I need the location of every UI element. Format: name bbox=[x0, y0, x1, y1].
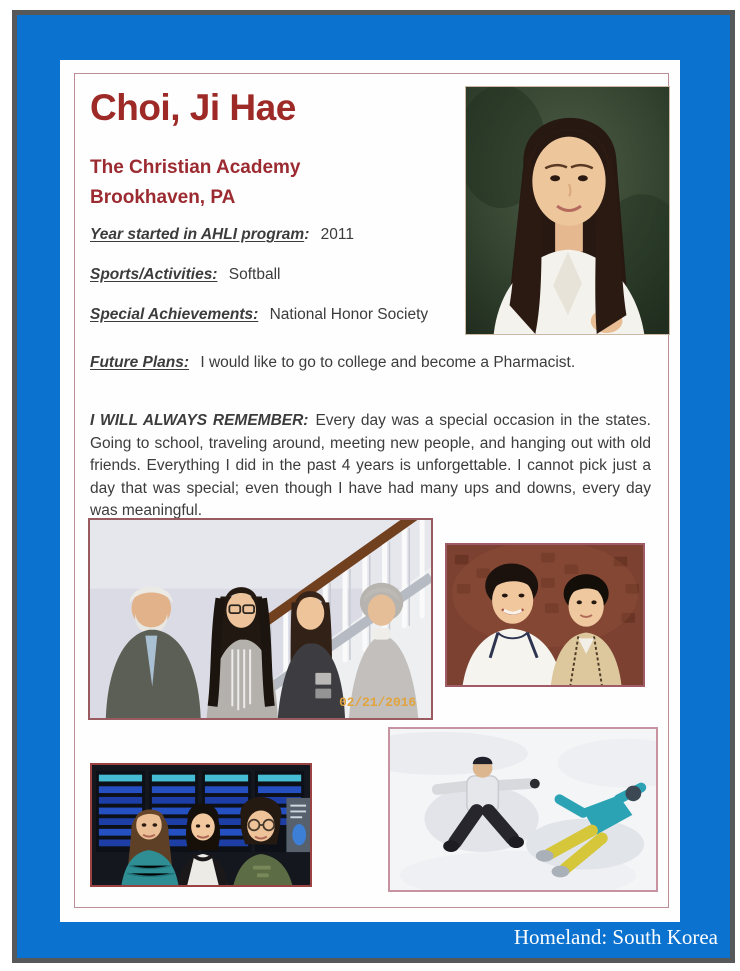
memory-lead: I WILL ALWAYS REMEMBER: bbox=[90, 412, 309, 429]
memory-text: Every day was a special occasion in the states. Going to school, traveling around, meeting new people, and hanging out with old friends. Everything I did in the past 4 years is unforgettable. I cannot pick just a day that was special; even though I have had many ups and downs, every day was meaningful. bbox=[90, 412, 651, 519]
field-value: Softball bbox=[228, 266, 281, 283]
host-family-photo bbox=[88, 518, 433, 720]
portrait-photo bbox=[465, 86, 670, 335]
field-label: Year started in AHLI program bbox=[90, 226, 305, 243]
friends-illustration bbox=[92, 765, 310, 885]
mother-illustration bbox=[447, 545, 643, 685]
snow-illustration bbox=[390, 729, 656, 890]
field-value: I would like to go to college and become a Pharmacist. bbox=[200, 354, 576, 371]
mother-photo bbox=[445, 543, 645, 687]
school-name: The Christian Academy bbox=[90, 157, 301, 178]
snow-photo bbox=[388, 727, 658, 892]
field-year-started bbox=[90, 226, 354, 244]
student-name: Choi, Ji Hae bbox=[90, 87, 296, 128]
field-value: National Honor Society bbox=[269, 306, 429, 323]
page-sheet bbox=[60, 60, 680, 922]
field-future-plans bbox=[90, 354, 575, 372]
host-family-illustration bbox=[90, 520, 431, 718]
field-label: Future Plans: bbox=[90, 354, 190, 371]
photo-timestamp: 02/21/2016 bbox=[339, 695, 417, 711]
field-value: 2011 bbox=[320, 226, 355, 243]
memory-paragraph bbox=[90, 410, 651, 523]
field-achievements bbox=[90, 306, 428, 324]
homeland-label: Homeland: South Korea bbox=[513, 925, 718, 949]
field-sports bbox=[90, 266, 281, 284]
friends-photo bbox=[90, 763, 312, 887]
field-label: Special Achievements: bbox=[90, 306, 259, 323]
school-location: Brookhaven, PA bbox=[90, 187, 236, 208]
field-label: Sports/Activities: bbox=[90, 266, 218, 283]
portrait-illustration bbox=[466, 87, 669, 334]
school-block bbox=[90, 153, 300, 213]
field-colon: : bbox=[304, 226, 310, 243]
